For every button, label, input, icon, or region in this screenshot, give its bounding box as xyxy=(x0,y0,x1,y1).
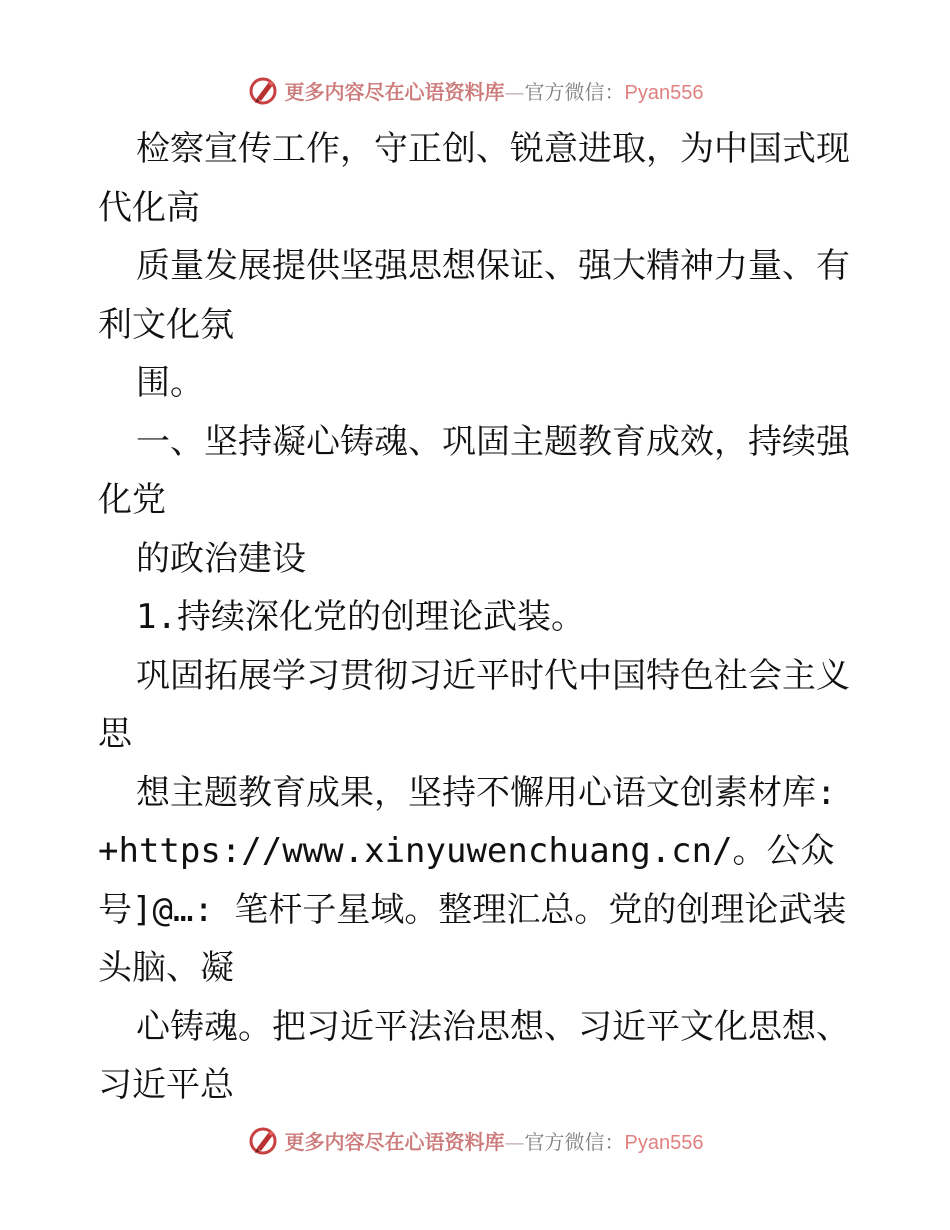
watermark-label: 官方微信： xyxy=(524,1129,625,1154)
pen-circle-logo-icon xyxy=(247,1124,279,1156)
text-line: 1.持续深化党的创理论武装。 xyxy=(136,597,585,637)
text-line: +https://www.xinyuwenchuang.cn/。公众 xyxy=(98,831,835,871)
watermark-separator: — xyxy=(504,1129,525,1154)
body-text xyxy=(98,120,868,1115)
watermark-separator: — xyxy=(504,79,525,104)
watermark-site-text: 更多内容尽在心语资料库 xyxy=(284,79,505,104)
text-line: 想主题教育成果，坚持不懈用心语文创素材库: xyxy=(136,772,837,813)
header-watermark xyxy=(0,70,950,110)
pen-circle-logo-icon xyxy=(247,74,279,106)
footer-watermark xyxy=(0,1120,950,1160)
text-line: 利文化氛 xyxy=(98,304,234,345)
text-line: 的政治建设 xyxy=(136,538,306,579)
text-line: 检察宣传工作，守正创、锐意进取，为中国式现 xyxy=(136,129,850,169)
text-line: 巩固拓展学习贯彻习近平时代中国特色社会主义 xyxy=(136,655,850,696)
watermark-wechat-id: Pyan556 xyxy=(624,1131,704,1154)
text-line: 代化高 xyxy=(98,187,200,228)
text-line: 号]@…: 笔杆子星域。整理汇总。党的创理论武装 xyxy=(98,889,847,930)
text-line: 心铸魂。把习近平法治思想、习近平文化思想、 xyxy=(136,1006,850,1047)
text-line: 质量发展提供坚强思想保证、强大精神力量、有 xyxy=(136,246,850,286)
watermark-wechat-id: Pyan556 xyxy=(624,81,704,104)
text-line: 思 xyxy=(98,714,132,754)
watermark-label: 官方微信： xyxy=(524,79,625,104)
watermark-site-text: 更多内容尽在心语资料库 xyxy=(284,1129,505,1154)
text-line: 化党 xyxy=(98,480,166,520)
text-line: 习近平总 xyxy=(98,1065,234,1105)
text-line: 头脑、凝 xyxy=(98,948,234,988)
text-line: 围。 xyxy=(136,363,204,403)
text-line: 一、坚持凝心铸魂、巩固主题教育成效，持续强 xyxy=(136,421,850,462)
